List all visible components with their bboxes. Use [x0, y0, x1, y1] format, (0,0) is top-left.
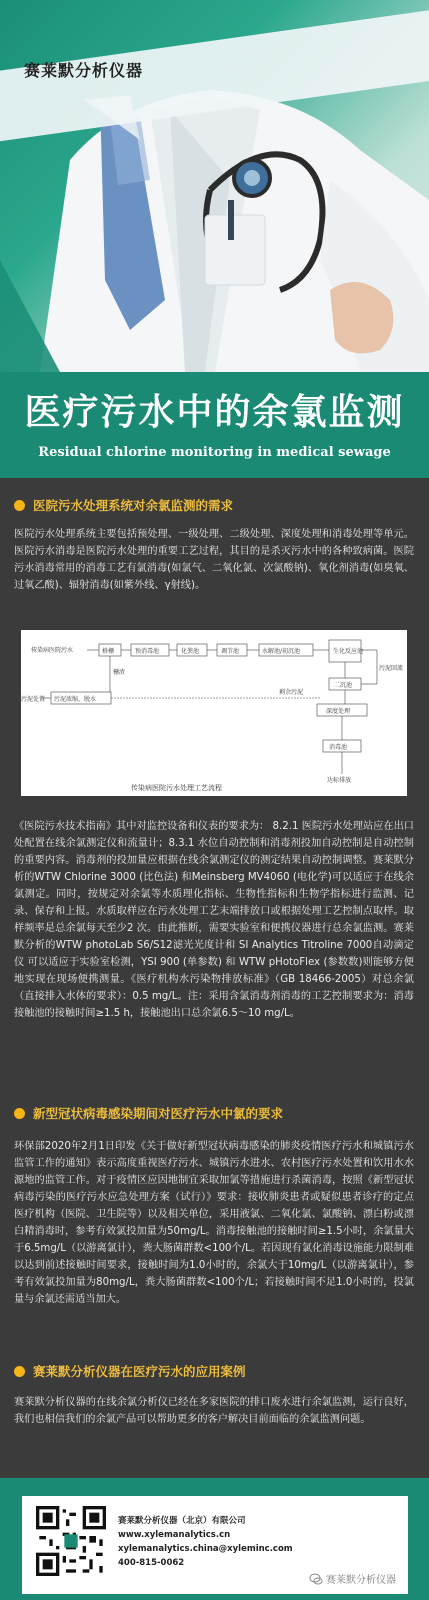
bullet-dot-icon [14, 1108, 25, 1119]
brand-name: 赛莱默分析仪器 [24, 61, 144, 80]
diagram-source: 传染病医院污水 [31, 647, 74, 654]
process-flow-diagram [21, 630, 407, 796]
diagram-sludge-dewater: 污泥浓缩、脱水 [54, 696, 97, 703]
email-link[interactable]: xylemanalytics.china@xyleminc.com [118, 1544, 293, 1554]
diagram-bio: 生化反应池 [333, 648, 364, 655]
phone-number: 400-815-0062 [118, 1558, 185, 1568]
diagram-discharge: 达标排放 [327, 777, 352, 784]
section-1-paragraph: 医院污水处理系统主要包括预处理、一级处理、二级处理、深度处理和消毒处理等单元。医院污水消毒是医院污水处理的重要工艺过程，其目的是杀灭污水中的各种致病菌。医院污水消毒常用的消毒工艺有氯消毒(如氯气、二氧化氯、次氯酸钠)、氧化剂消毒(如臭氧、过氧乙酸)、辐射消毒(如紫外线、γ射线)。 [14, 529, 414, 591]
section-2-body [14, 1138, 414, 1308]
section-1 [14, 496, 414, 514]
contact-card [22, 1496, 408, 1594]
footer [0, 1486, 429, 1600]
wechat-icon [309, 1572, 323, 1586]
company-name: 赛莱默分析仪器（北京）有限公司 [118, 1516, 246, 1526]
hero-banner [0, 0, 429, 372]
page-subtitle: Residual chlorine monitoring in medical sewage [38, 445, 391, 460]
diagram-residue: 栅渣 [113, 669, 126, 676]
diagram-pre-disinfect: 预消毒池 [135, 648, 160, 655]
diagram-sludge-left: 污泥处置 [21, 696, 46, 703]
qr-code-icon[interactable] [36, 1506, 106, 1576]
diagram-remain-sludge: 剩余污泥 [279, 689, 304, 696]
section-3-heading-text: 赛莱默分析仪器在医疗污水的应用案例 [33, 1364, 246, 1379]
section-2-heading-text: 新型冠状病毒感染期间对医疗污水中氯的要求 [33, 1106, 284, 1121]
section-2-paragraph: 环保部2020年2月1日印发《关于做好新型冠状病毒感染的肺炎疫情医疗污水和城镇污水监管工作的通知》表示高度重视医疗污水、城镇污水进水、农村医疗污水处置和饮用水水源地的监管工作。对于疫情区应因地制宜采取加氯等措施进行杀菌消毒，按照《新型冠状病毒污染的医疗污水应急处理方案（试行）》要求：接收肺炎患者或疑似患者诊疗的定点医疗机构（医院、卫生院等）以及相关单位，采用液氯、二氧化氯、氯酸钠、漂白粉或漂白精消毒时，参考有效氯投加量为50mg/L。消毒接触池的接触时间≥1.5小时，余氯量大于6.5mg/L（以游离氯计），粪大肠菌群数<100个/L。若因现有氯化消毒设施能力限制难以达到前述接触时间要求，接触时间为1.0小时的，余氯大于10mg/L（以游离氯计），参考有效氯投加量为80mg/L，粪大肠菌群数<100个/L；若接触时间不足1.0小时的，投氯量与余氯还需适当加大。 [14, 1141, 414, 1305]
section-3-paragraph: 赛莱默分析仪器的在线余氯分析仪已经在多家医院的排口废水进行余氯监测，运行良好，我们也相信我们的余氯产品可以帮助更多的客户解决目前面临的余氯监测问题。 [14, 1397, 414, 1425]
bullet-dot-icon [14, 500, 25, 511]
watermark [309, 1571, 396, 1586]
diagram-septic: 化粪池 [181, 648, 200, 655]
section-2-heading [14, 1104, 414, 1122]
diagram-grid: 格栅 [102, 648, 115, 655]
title-banner [0, 372, 429, 478]
diagram-caption: 传染病医院污水处理工艺流程 [131, 784, 222, 792]
section-3 [14, 1362, 414, 1380]
section-1b-body [14, 818, 414, 1022]
section-1-body [14, 526, 414, 594]
diagram-regulate: 调节池 [221, 648, 240, 655]
section-3-heading [14, 1362, 414, 1380]
section-3-body [14, 1394, 414, 1428]
diagram-secondary: 二沉池 [334, 682, 353, 689]
diagram-disinfect: 消毒池 [329, 744, 348, 751]
diagram-deep: 深度处理 [326, 708, 351, 715]
section-1b-paragraph: 《医院污水技术指南》其中对监控设备和仪表的要求为： 8.2.1 医院污水处理站应在出口处配置在线余氯测定仪和流量计；8.3.1 水位自动控制和消毒剂投加自动控制是自动控制的重要内容。消毒剂的投加量应根据在线余氯测定仪的测定结果自动控制调整。赛莱默分析的WTW Chlorine 3000 (比色法) 和Meinsberg MV4060 (电化学)可以适应于在线余氯测定。同时，按规定对余氯等水质理化指标、生物性指标和生物学指标进行监测、记录、保存和上报。水质取样应在污水处理工艺末端排放口或根据处理工艺控制点取样。取样频率是总余氯每天至少2 次。由此推断，需要实验室和便携仪器进行总余氯监测。赛莱默分析的WTW photoLab S6/S12滤光光度计和 SI Analytics Titroline 7000自动滴定仪 可以适应于实验室检测，YSI 900 (单参数) 和 WTW pHotoFlex (参数数)则能够方便地实现在现场便携测量。《医疗机构水污染物排放标准》（GB 18466-2005）对总余氯（直接排入水体的要求）：0.5 mg/L。注：采用含氯消毒剂消毒的工艺控制要求为：消毒接触池的接触时间≥1.5 h，接触池出口总余氯6.5～10 mg/L。 [14, 821, 414, 1019]
bullet-dot-icon [14, 1366, 25, 1377]
section-1-heading [14, 496, 414, 514]
section-1-heading-text: 医院污水处理系统对余氯监测的需求 [33, 498, 234, 513]
watermark-text: 赛莱默分析仪器 [326, 1575, 396, 1586]
diagram-hydrolysis: 水解池/初沉池 [262, 648, 301, 655]
footer-divider [0, 1478, 429, 1486]
page-title: 医疗污水中的余氯监测 [24, 391, 405, 433]
diagram-reflux: 污泥回流 [379, 665, 404, 672]
contact-info [118, 1514, 293, 1570]
section-2 [14, 1104, 414, 1122]
website-link[interactable]: www.xylemanalytics.cn [118, 1530, 231, 1540]
